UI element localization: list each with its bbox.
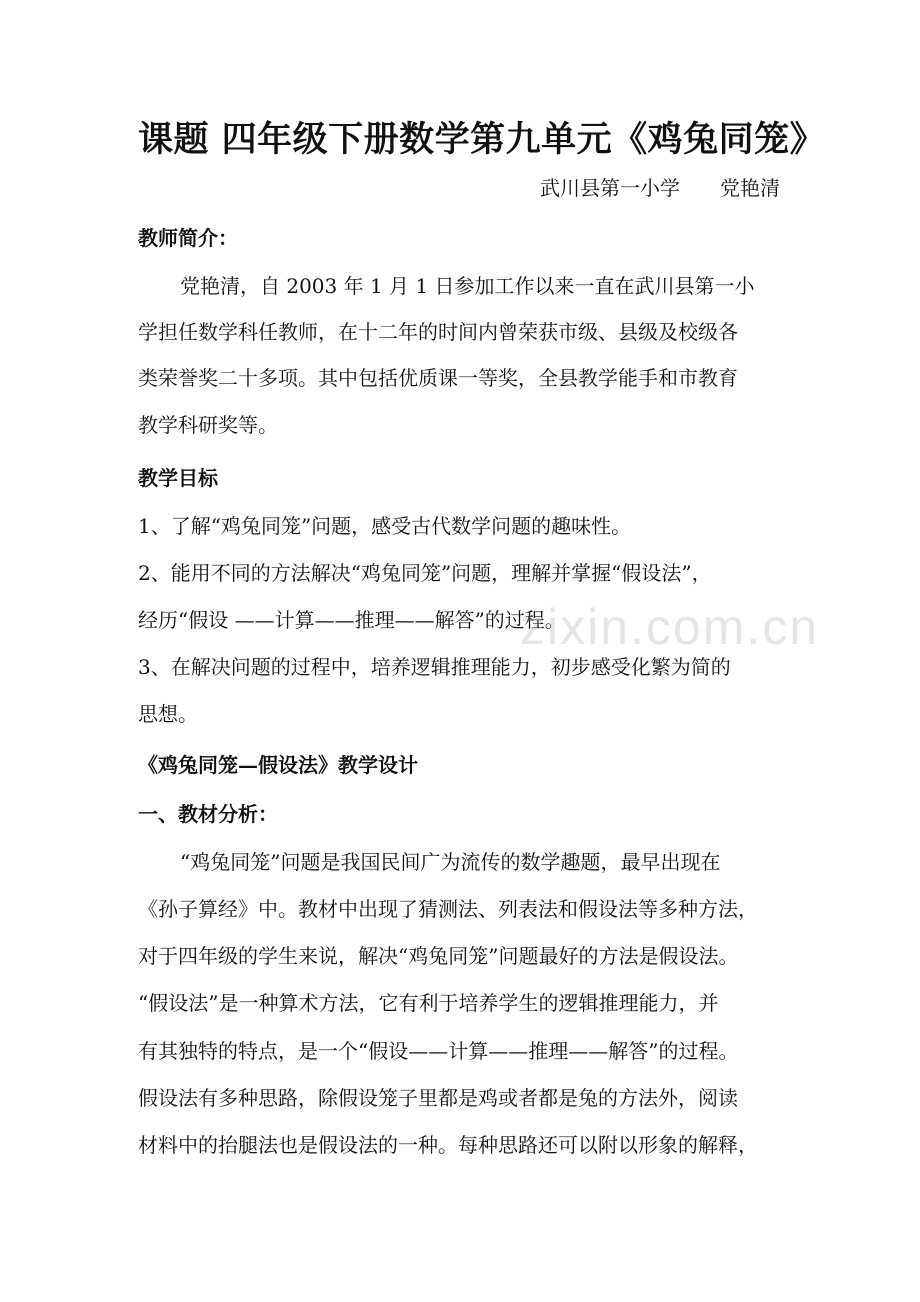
- section-heading-goals: 教学目标: [138, 466, 218, 490]
- paragraph-line: 学担任数学科任教师，在十二年的时间内曾荣获市级、县级及校级各: [138, 320, 738, 344]
- paragraph-line: 对于四年级的学生来说，解决“鸡兔同笼”问题最好的方法是假设法。: [138, 944, 739, 968]
- paragraph-line: 《孙子算经》中。教材中出现了猜测法、列表法和假设法等多种方法，: [138, 897, 758, 921]
- paragraph-line: “假设法”是一种算术方法，它有利于培养学生的逻辑推理能力，并: [138, 991, 719, 1015]
- school-name: 武川县第一小学: [540, 176, 680, 200]
- goal-line: 2、能用不同的方法解决“鸡兔同笼”问题，理解并掌握“假设法”，: [138, 561, 712, 585]
- paragraph-line: 假设法有多种思路，除假设笼子里都是鸡或者都是兔的方法外，阅读: [138, 1086, 738, 1110]
- goal-line: 3、在解决问题的过程中，培养逻辑推理能力，初步感受化繁为简的: [138, 655, 731, 679]
- design-title: 《鸡兔同笼—假设法》教学设计: [138, 753, 418, 777]
- paragraph-line: “鸡兔同笼”问题是我国民间广为流传的数学趣题，最早出现在: [180, 850, 721, 874]
- goal-line: 经历“假设 ——计算——推理——解答”的过程。: [138, 608, 565, 632]
- paragraph-line: 材料中的抬腿法也是假设法的一种。每种思路还可以附以形象的解释，: [138, 1133, 758, 1157]
- paragraph-line: 有其独特的特点，是一个“假设——计算——推理——解答”的过程。: [138, 1039, 739, 1063]
- goal-line: 思想。: [138, 702, 198, 726]
- paragraph-line: 教学科研奖等。: [138, 413, 278, 437]
- author-name: 党艳清: [720, 176, 780, 200]
- paragraph-line: 类荣誉奖二十多项。其中包括优质课一等奖，全县教学能手和市教育: [138, 366, 738, 390]
- goal-line: 1、了解“鸡兔同笼”问题，感受古代数学问题的趣味性。: [138, 514, 632, 538]
- watermark-text: zixin.com.cn: [520, 599, 820, 655]
- section-heading-teacher-intro: 教师简介：: [138, 226, 238, 250]
- paragraph-line: 党艳清，自 2003 年 1 月 1 日参加工作以来一直在武川县第一小: [180, 274, 755, 298]
- page-title: 课题 四年级下册数学第九单元《鸡兔同笼》: [138, 119, 826, 160]
- byline: [540, 172, 780, 201]
- section-heading-analysis: 一、教材分析：: [138, 802, 278, 826]
